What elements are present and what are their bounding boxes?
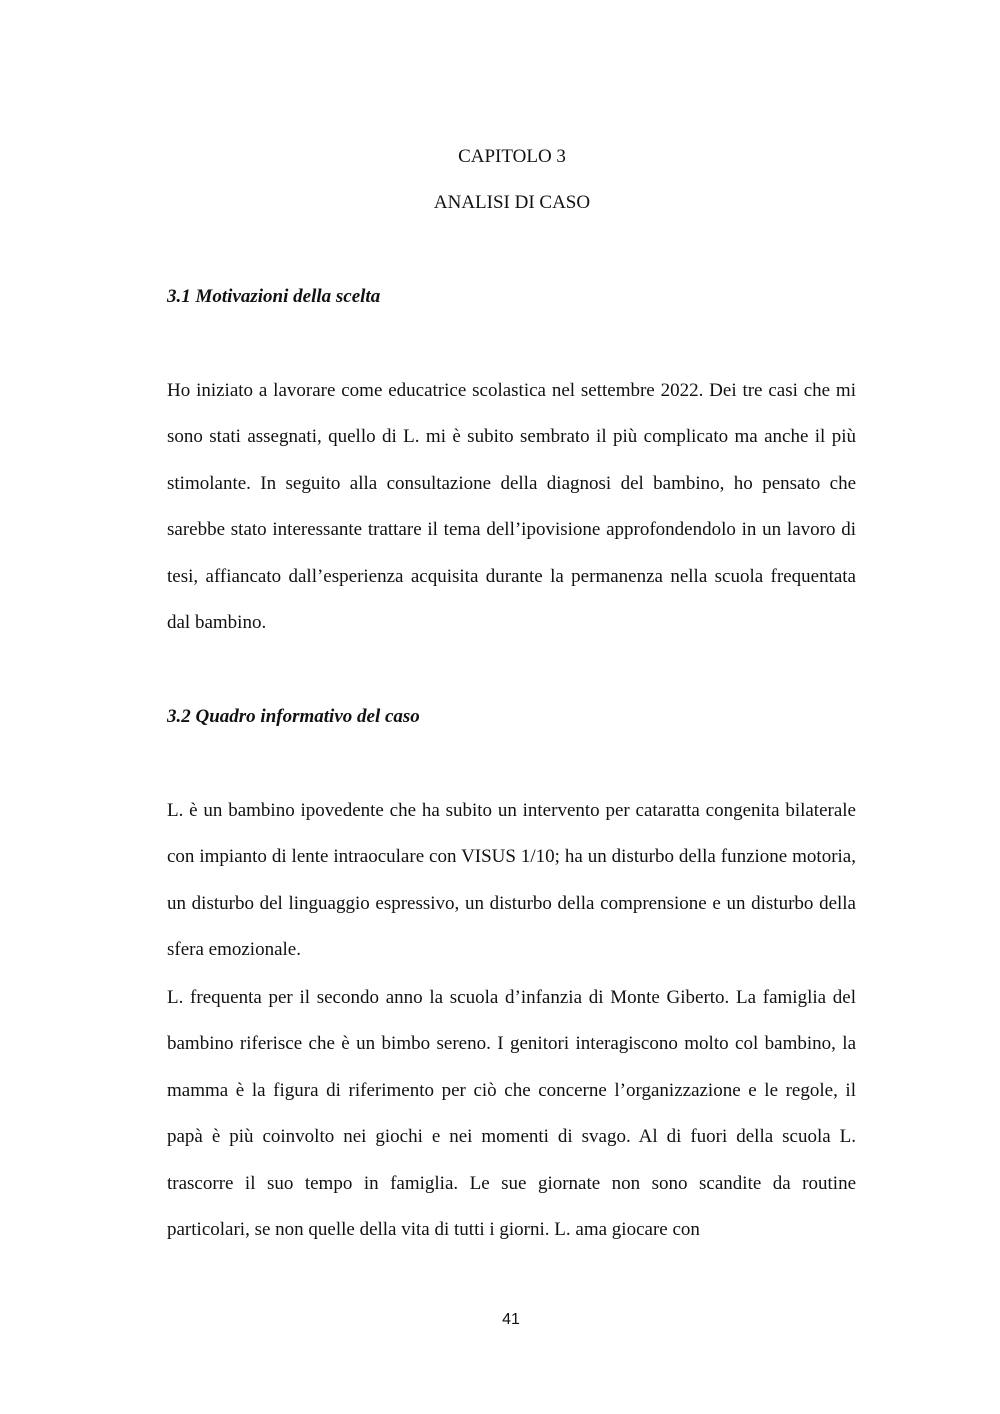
paragraph-famiglia: L. frequenta per il secondo anno la scuola d’infanzia di Monte Giberto. La famiglia del bambino riferisce che è un bimbo sereno. I genitori interagiscono molto col bambino, la mamma è la figura di riferimento per ciò che concerne l’organizzazione e le regole, il papà è più coinvolto nei giochi e nei momenti di svago. Al di fuori della scuola L. trascorre il suo tempo in famiglia. Le sue giornate non sono scandite da routine particolari, se non quelle della vita di tutti i giorni. L. ama giocare con (167, 987, 856, 1241)
section-heading-motivazioni: 3.1 Motivazioni della scelta (167, 286, 381, 307)
paragraph-motivazioni: Ho iniziato a lavorare come educatrice scolastica nel settembre 2022. Dei tre casi che mi sono stati assegnati, quello di L. mi è subito sembrato il più complicato ma anche il più stimolante. In seguito alla consultazione della diagnosi del bambino, ho pensato che sarebbe stato interessante trattare il tema dell’ipovisione approfondendolo in un lavoro di tesi, affiancato dall’esperienza acquisita durante la permanenza nella scuola frequentata dal bambino. (167, 380, 856, 634)
paragraph-diagnosi: L. è un bambino ipovedente che ha subito un intervento per cataratta congenita bilaterale con impianto di lente intraoculare con VISUS 1/10; ha un disturbo della funzione motoria, un disturbo del linguaggio espressivo, un disturbo della comprensione e un disturbo della sfera emozionale. (167, 800, 856, 961)
section-heading-quadro-informativo: 3.2 Quadro informativo del caso (167, 706, 420, 727)
page-number: 41 (502, 1311, 520, 1328)
chapter-number: CAPITOLO 3 (458, 146, 566, 167)
chapter-title: ANALISI DI CASO (433, 192, 591, 213)
